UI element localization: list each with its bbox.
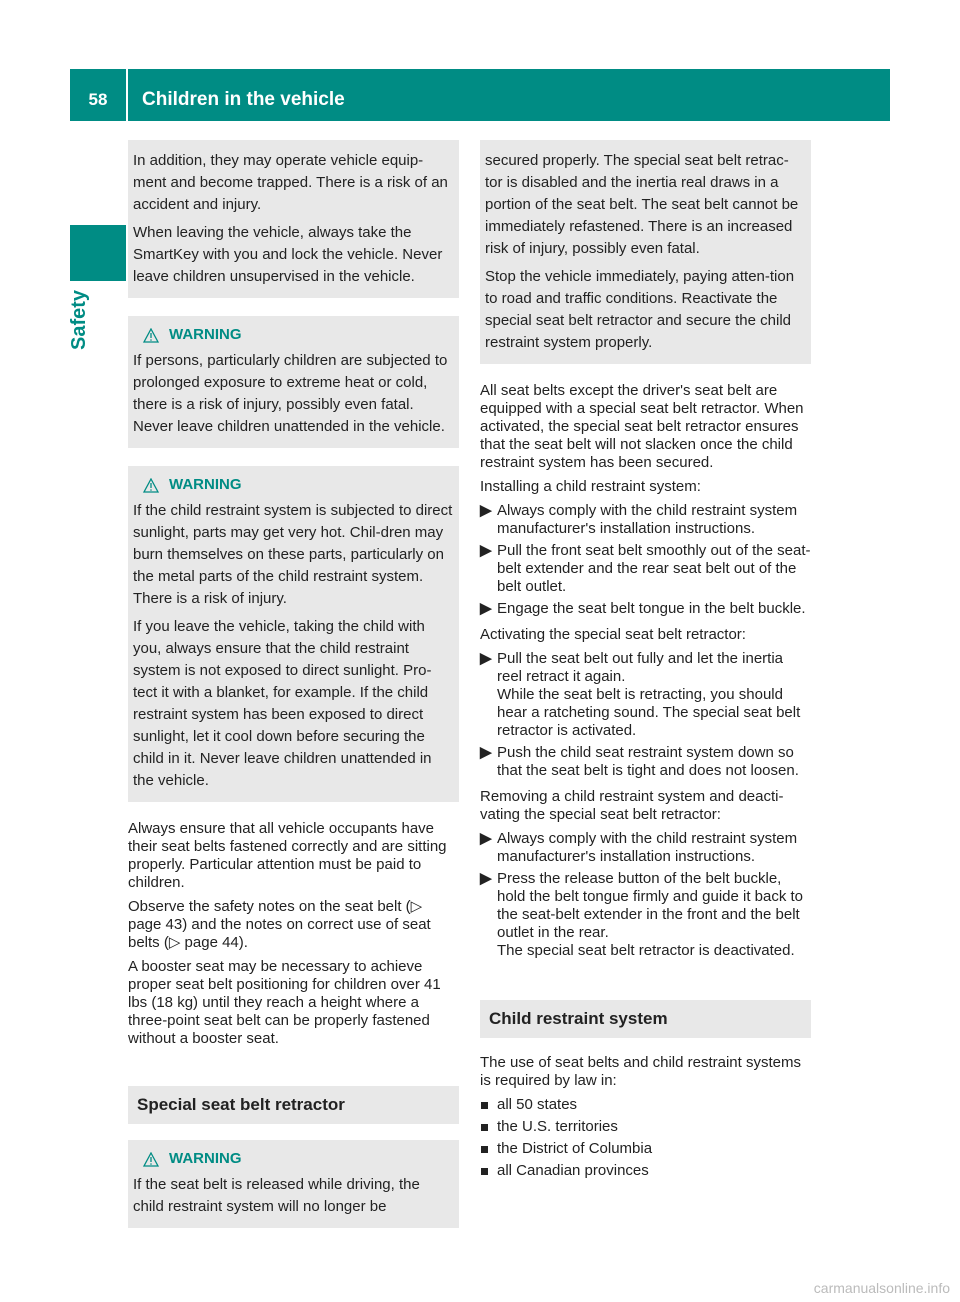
section-heading: Special seat belt retractor xyxy=(128,1086,459,1124)
right-column xyxy=(480,140,811,1184)
warning-label: WARNING xyxy=(169,1150,242,1167)
body-paragraph: All seat belts except the driver's seat belt are equipped with a special seat belt retractor. When activated, the special seat belt retractor ensures that the seat belt will not slacken once the child restraint system has been secured. xyxy=(480,382,804,471)
warning-text: Stop the vehicle immediately, paying atten-tion to road and traffic conditions. Reactivate the special seat belt retractor and secure the child restraint system properly. xyxy=(485,268,795,351)
bullet-icon xyxy=(481,1146,488,1153)
step-text: Always comply with the child restraint system manufacturer's installation instructions. xyxy=(497,830,798,865)
warning-triangle-icon xyxy=(143,1152,159,1167)
list-item-text: the District of Columbia xyxy=(497,1140,653,1157)
side-tab-label: Safety xyxy=(68,289,90,350)
step-arrow-icon: ▶ xyxy=(480,870,492,887)
warning-triangle-icon xyxy=(143,478,159,493)
procedure-step xyxy=(480,502,811,538)
procedure-intro: Activating the special seat belt retractor: xyxy=(480,626,746,643)
warning-box xyxy=(128,316,459,448)
procedure-step xyxy=(480,650,811,740)
warning-box-continued xyxy=(480,140,811,364)
step-text: Pull the front seat belt smoothly out of the seat-belt extender and the rear seat belt out of the belt outlet. xyxy=(497,542,811,595)
procedure-step xyxy=(480,870,811,960)
note-paragraph: In addition, they may operate vehicle equip-ment and become trapped. There is a risk of an accident and injury. xyxy=(133,152,448,213)
step-text: Engage the seat belt tongue in the belt buckle. xyxy=(497,600,806,617)
list-item xyxy=(480,1096,811,1114)
procedure-intro: Removing a child restraint system and deacti-vating the special seat belt retractor: xyxy=(480,788,784,823)
left-column xyxy=(128,140,459,1246)
step-text: Pull the seat belt out fully and let the inertia reel retract it again. xyxy=(497,650,784,685)
warning-label: WARNING xyxy=(169,326,242,343)
step-arrow-icon: ▶ xyxy=(480,600,492,617)
list-item-text: the U.S. territories xyxy=(497,1118,618,1135)
warning-heading xyxy=(133,326,453,344)
procedure-step xyxy=(480,542,811,596)
header-divider xyxy=(126,69,128,121)
warning-text: secured properly. The special seat belt retrac-tor is disabled and the inertia real draws in a portion of the seat belt. The seat belt cannot be immediately refastened. There is an increased risk of injury, possibly even fatal. xyxy=(485,152,799,257)
procedure-intro: Installing a child restraint system: xyxy=(480,478,701,495)
section-heading: Child restraint system xyxy=(480,1000,811,1038)
body-paragraph: Always ensure that all vehicle occupants have their seat belts fastened correctly and are sitting properly. Particular attention must be paid to children. xyxy=(128,820,447,891)
procedure-step xyxy=(480,830,811,866)
warning-text: If you leave the vehicle, taking the child with you, always ensure that the child restraint system is not exposed to direct sunlight. Pro-tect it with a blanket, for example. If the child restraint system has been exposed to direct sunlight, let it cool down before securing the child in it. Never leave children unattended in the vehicle. xyxy=(133,618,432,789)
step-arrow-icon: ▶ xyxy=(480,830,492,847)
list-item-text: all 50 states xyxy=(497,1096,578,1113)
body-paragraph: The use of seat belts and child restraint systems is required by law in: xyxy=(480,1054,801,1089)
step-result: The special seat belt retractor is deactivated. xyxy=(497,942,795,959)
list-item xyxy=(480,1118,811,1136)
page-title: Children in the vehicle xyxy=(142,89,345,110)
list-item xyxy=(480,1162,811,1180)
warning-text: If the child restraint system is subjected to direct sunlight, parts may get very hot. Chil-dren may burn themselves on these parts, particularly on the metal parts of the child restraint system. There is a risk of injury. xyxy=(133,502,453,607)
step-arrow-icon: ▶ xyxy=(480,542,492,559)
step-text: Push the child seat restraint system down so that the seat belt is tight and does not loosen. xyxy=(497,744,799,779)
step-arrow-icon: ▶ xyxy=(480,502,492,519)
warning-heading xyxy=(133,476,453,494)
note-box xyxy=(128,140,459,298)
step-result: While the seat belt is retracting, you should hear a ratcheting sound. The special seat belt retractor is activated. xyxy=(497,686,801,739)
warning-triangle-icon xyxy=(143,328,159,343)
step-text: Press the release button of the belt buckle, hold the belt tongue firmly and guide it back to the seat-belt extender in the front and the belt outlet in the rear. xyxy=(497,870,804,941)
procedure-step xyxy=(480,744,811,780)
note-paragraph: When leaving the vehicle, always take the SmartKey with you and lock the vehicle. Never leave children unsupervised in the vehicle. xyxy=(133,224,443,285)
page-number: 58 xyxy=(88,90,108,109)
watermark: carmanualsonline.info xyxy=(813,1280,950,1296)
bullet-icon xyxy=(481,1124,488,1131)
warning-text: If the seat belt is released while driving, the child restraint system will no longer be xyxy=(133,1176,420,1215)
step-text: Always comply with the child restraint system manufacturer's installation instructions. xyxy=(497,502,798,537)
warning-text: If persons, particularly children are subjected to prolonged exposure to extreme heat or cold, there is a risk of injury, possibly even fatal. Never leave children unattended in the vehicle. xyxy=(133,352,448,435)
list-item xyxy=(480,1140,811,1158)
warning-label: WARNING xyxy=(169,476,242,493)
warning-heading xyxy=(133,1150,453,1168)
bullet-icon xyxy=(481,1168,488,1175)
warning-box xyxy=(128,466,459,802)
warning-box xyxy=(128,1140,459,1228)
step-arrow-icon: ▶ xyxy=(480,744,492,761)
body-paragraph: Observe the safety notes on the seat belt (▷ page 43) and the notes on correct use of seat belts (▷ page 44). xyxy=(128,898,431,951)
list-item-text: all Canadian provinces xyxy=(497,1162,649,1179)
procedure-step xyxy=(480,600,811,618)
step-arrow-icon: ▶ xyxy=(480,650,492,667)
body-paragraph: A booster seat may be necessary to achieve proper seat belt positioning for children over 41 lbs (18 kg) until they reach a height where a three-point seat belt can be properly fastened without a booster seat. xyxy=(128,958,441,1047)
bullet-icon xyxy=(481,1102,488,1109)
